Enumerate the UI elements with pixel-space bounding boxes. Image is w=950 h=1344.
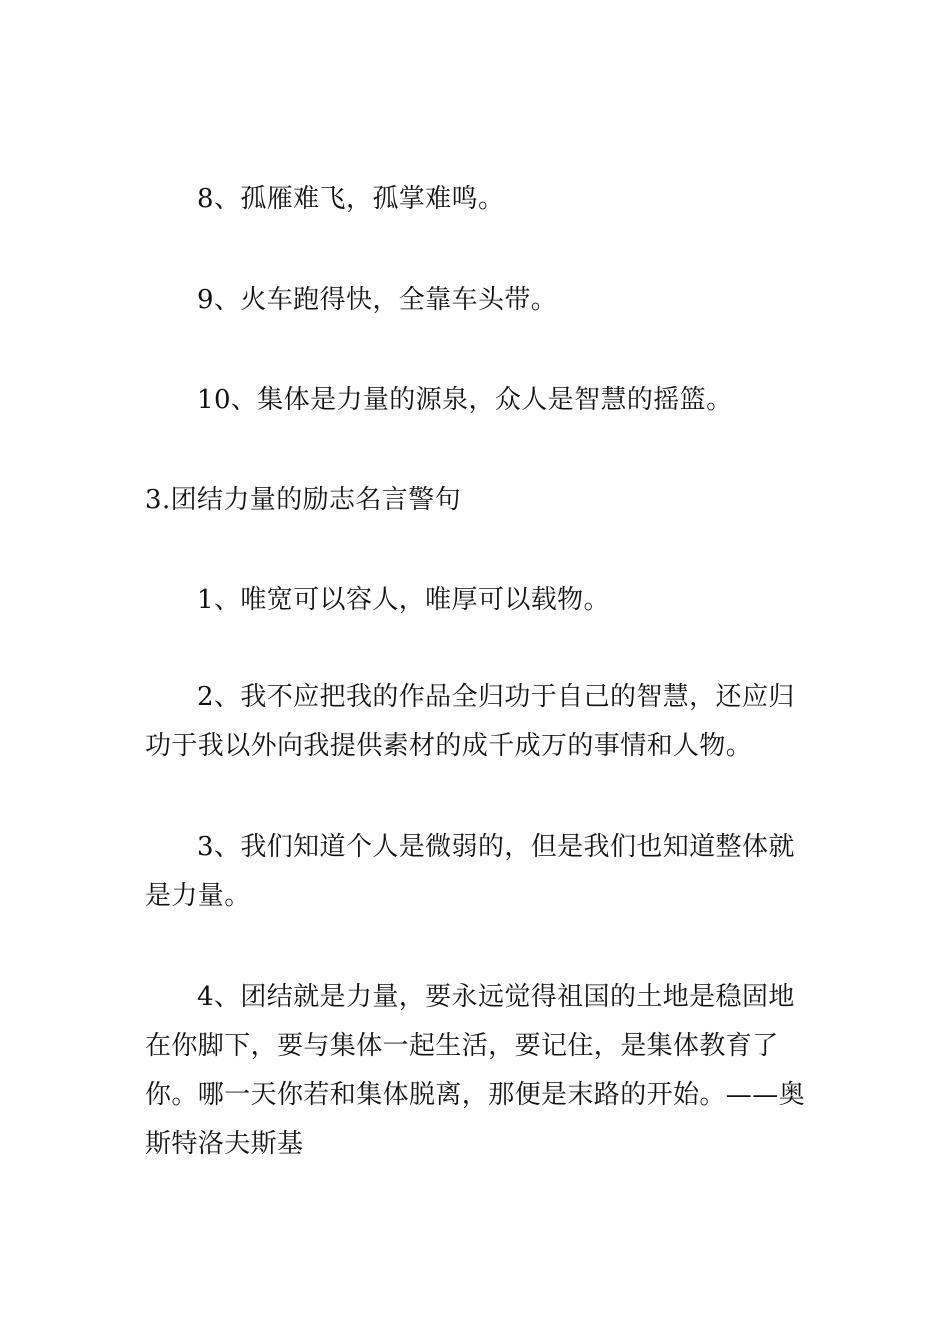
quote-4: 4、团结就是力量，要永远觉得祖国的土地是稳固地在你脚下，要与集体一起生活，要记住，是集体教育了你。哪一天你若和集体脱离，那便是末路的开始。——奥斯特洛夫斯基 [145,982,806,1159]
proverb-9: 9、火车跑得快，全靠车头带。 [197,285,558,315]
quote-3: 3、我们知道个人是微弱的，但是我们也知道整体就是力量。 [145,832,795,911]
quote-1: 1、唯宽可以容人，唯厚可以载物。 [197,585,610,615]
proverb-10: 10、集体是力量的源泉，众人是智慧的摇篮。 [197,385,733,415]
section-heading: 3.团结力量的励志名言警句 [145,485,462,515]
quote-2: 2、我不应把我的作品全归功于自己的智慧，还应归功于我以外向我提供素材的成千成万的事情和人物。 [145,682,795,761]
proverb-8: 8、孤雁难飞，孤掌难鸣。 [197,184,505,214]
